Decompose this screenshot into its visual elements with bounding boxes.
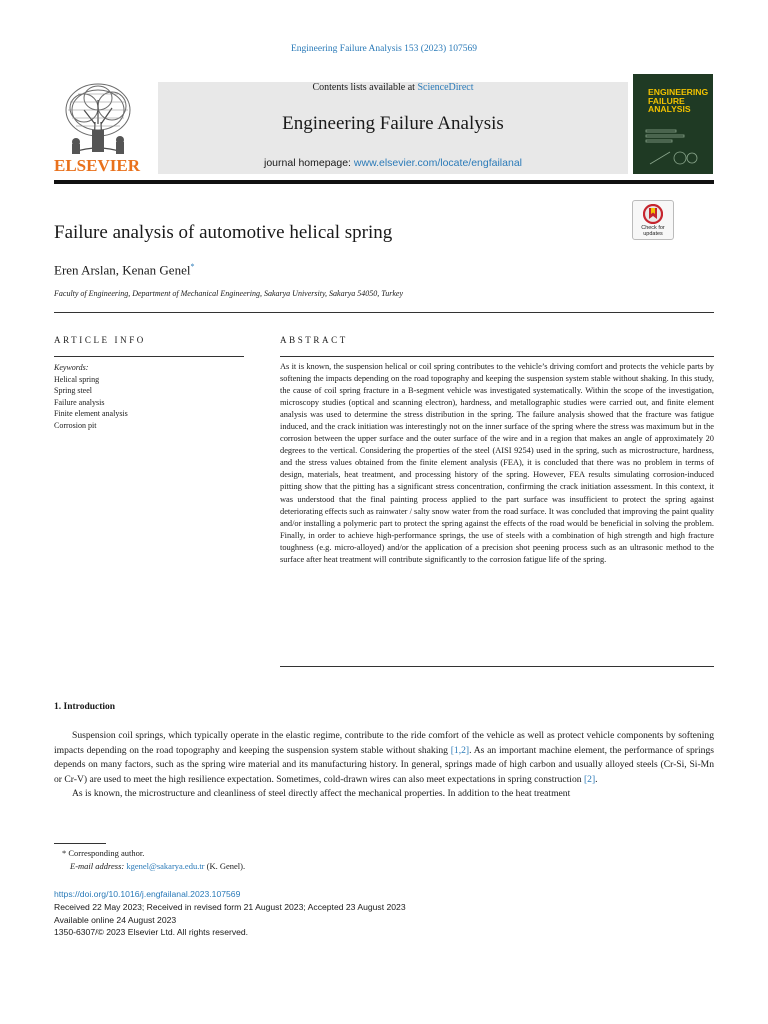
keyword-item: Corrosion pit [54,420,97,430]
email-link[interactable]: kgenel@sakarya.edu.tr [126,860,205,871]
doi-link[interactable]: https://doi.org/10.1016/j.engfailanal.2023.107569 [54,889,241,899]
homepage-prefix: journal homepage: [264,157,354,169]
author-list [54,262,194,278]
footnote-rule [54,843,106,844]
text-run: . As an important machine element, the performance of springs depends on many factors, such as the spring wire material and its manufacturing history. In general, springs made of high carbon and usually alloyed steels (Cr-Si, Si-Mn or Cr-V) are used to meet the high resilience expectation. Sometimes, cold-drawn wires can also meet expectations in spring construction [54,744,714,785]
check-updates-label: Check for updates [641,225,665,237]
corresponding-author-mark[interactable]: * [190,262,195,271]
cover-graphic-icon [640,126,706,168]
journal-title: Engineering Failure Analysis [282,113,504,134]
keyword-item: Failure analysis [54,397,105,407]
footnotes [62,847,245,872]
journal-reference[interactable]: Engineering Failure Analysis 153 (2023) 107569 [290,44,477,54]
affiliation: Faculty of Engineering, Department of Mechanical Engineering, Sakarya University, Sakarya 54050, Turkey [54,289,404,298]
article-info-rule [54,356,244,357]
sciencedirect-link[interactable]: ScienceDirect [417,82,474,93]
abstract-rule [280,356,714,357]
copyright: 1350-6307/© 2023 Elsevier Ltd. All rights reserved. [54,927,249,938]
elsevier-wordmark: ELSEVIER [54,156,140,175]
email-line [62,860,245,873]
contents-line [158,82,628,93]
title-divider [54,312,714,313]
text-run: Suspension coil springs, which typically operate in the elastic regime, contribute to the ride comfort of the vehicle as well as protect vehicle components by softening impacts depending on the road topography and keeping the suspension system stable without shaking [54,730,714,756]
keyword-item: Helical spring [54,374,100,384]
corresponding-author-note: * Corresponding author. [62,848,145,858]
article-info-heading: ARTICLE INFO [54,335,146,345]
online-date: Available online 24 August 2023 [54,914,177,925]
text-run: . [595,773,598,785]
paragraph [54,729,714,787]
homepage-line [158,157,628,169]
header-divider [54,180,714,184]
publication-info [54,888,406,939]
keyword-item: Finite element analysis [54,409,128,418]
email-suffix: (K. Genel). [204,860,246,871]
citation-link[interactable]: [1,2] [450,744,470,756]
abstract-bottom-rule [280,666,714,667]
authors-text: Eren Arslan, Kenan Genel [54,262,191,278]
abstract-heading: ABSTRACT [280,335,348,345]
introduction-body [54,729,714,802]
section-heading-introduction: 1. Introduction [54,702,116,712]
paragraph: As is known, the microstructure and cleanliness of steel directly affect the mechanical properties. In addition to the heat treatment [72,788,571,800]
contents-prefix: Contents lists available at [312,82,418,93]
keywords-list [54,362,128,431]
keywords-label: Keywords: [54,363,89,372]
received-dates: Received 22 May 2023; Received in revised form 21 August 2023; Accepted 23 August 2023 [54,901,406,912]
keyword-item: Spring steel [54,386,92,395]
cover-title: ENGINEERING FAILURE ANALYSIS [648,87,709,114]
homepage-link[interactable]: www.elsevier.com/locate/engfailanal [353,157,522,169]
check-updates-icon [643,204,663,224]
email-label: E-mail address: [70,860,127,871]
citation-link[interactable]: [2] [583,773,596,785]
abstract-text: As it is known, the suspension helical or coil spring contributes to the vehicle’s driving comfort and protects the vehicle parts by softening the impacts depending on the road topography and keeping the suspension system stable without shaking. In this study, the cause of coil spring fracture in a B-segment vehicle was investigated systematically. Within the scope of the investigation, microscopy studies (optical and scanning electron), hardness, and metallographic studies were carried out, and finite element analysis was used to determine the stress distribution in the spring. The failure analysis showed that the fracture was fatigue induced, and the crack initiation was interestingly not on the inner surface of the spring where the stress was maximum but in the corrosion between the upper surface and the outer surface of the wire and in a region that makes an angle of approximately 20 degrees to the vertical. Considering the properties of the steel (AISI 9254) used in the spring, such as microstructure, hardness, and the stress values obtained from the finite element analysis (FEA), it is concluded that there was no problem in terms of design, materials, heat treatment, and processing history of the spring. However, FEA results simulating corrosion-induced pitting show that the pitting has a significant stress concentration, confirming the crack initiation assessment. In this context, it was understood that the final painting process applied to the part surface was insufficient to protect the spring against deteriorating effects such as rainwater / salty snow water from the road surface. It was concluded that improving the paint quality and/or installing a polymeric part to protect the spring against the effects of the road would be beneficial in solving the problem. Finally, in order to achieve high-performance springs, the use of steels with a combination of high strength and high fracture toughness (e.g. micro-alloyed) and/or the application of a precision shot peening process such as an ultrasonic method to the surface after heat treatment will contribute significantly to the corrosion fatigue life of the spring. [280,362,714,564]
article-title: Failure analysis of automotive helical spring [54,222,393,243]
